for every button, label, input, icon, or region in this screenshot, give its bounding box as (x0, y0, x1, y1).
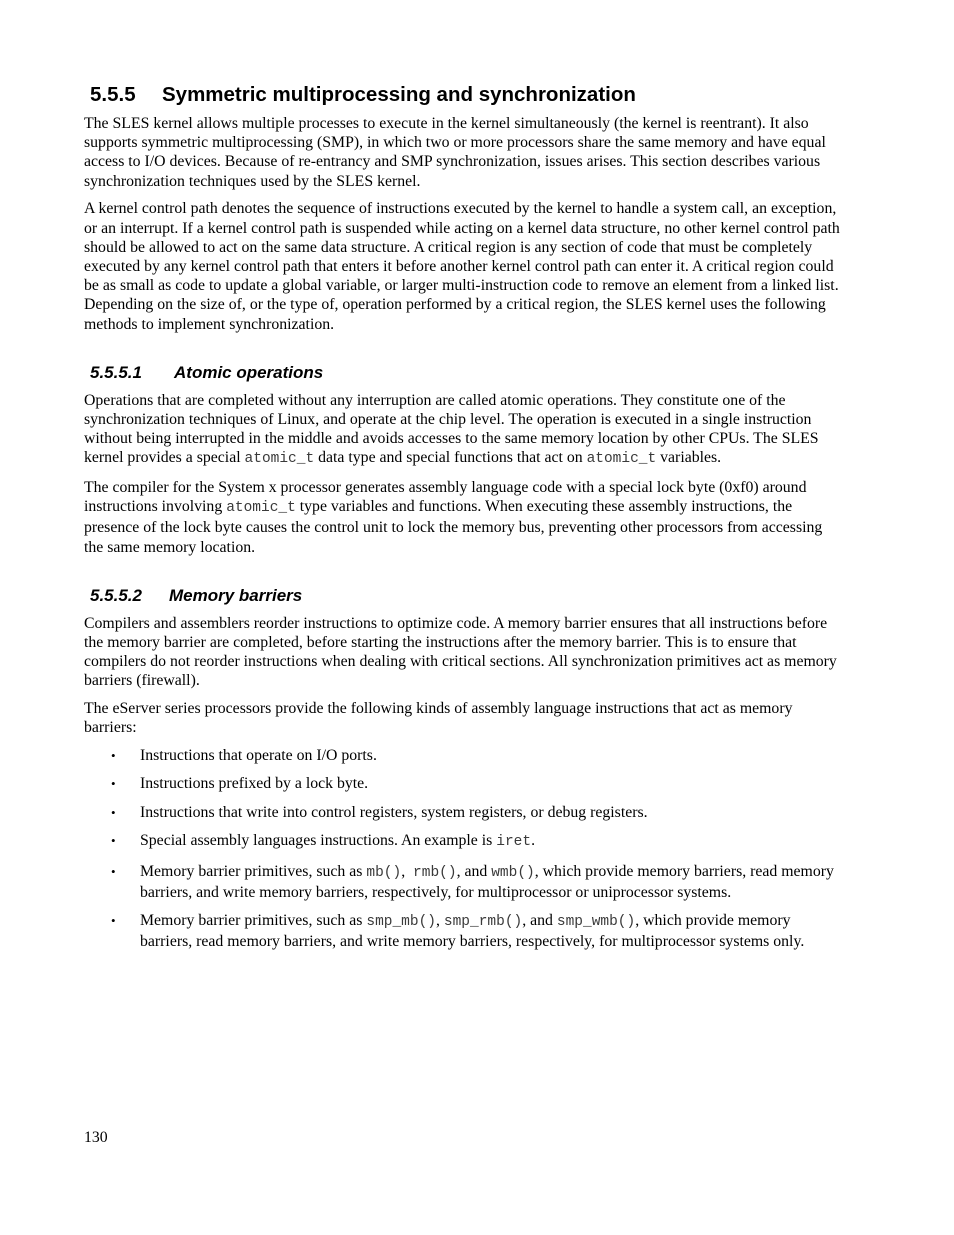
code-wmb: wmb() (491, 864, 535, 881)
bullet-icon: • (111, 804, 116, 820)
subsection-title: Memory barriers (169, 585, 303, 605)
code-atomic-t: atomic_t (226, 500, 296, 517)
code-mb: mb() (366, 864, 402, 881)
barriers-paragraph-2: The eServer series processors provide the following kinds of assembly language instructions that act as memory barriers: (84, 700, 793, 737)
bullet-icon: • (111, 748, 116, 764)
list-item: • Memory barrier primitives, such as smp_mb(), smp_rmb(), and smp_wmb(), which provide memory barriers, read memory barriers, and write memory barriers, respectively, for multiprocessor systems only. (111, 912, 805, 951)
bullet-icon: • (111, 863, 116, 879)
code-atomic-t: atomic_t (244, 451, 315, 468)
intro-paragraph-1: The SLES kernel allows multiple processes to execute in the kernel simultaneously (the kernel is reentrant). It also supports symmetric multiprocessing (SMP), in which two or more processors share the same memory and have equal access to I/O devices. Because of re-entrancy and SMP synchronization, issues arises. This section describes various synchronization techniques used by the SLES kernel. (84, 115, 826, 190)
list-item: • Special assembly languages instructions. An example is iret. (111, 832, 536, 851)
subsection-number: 5.5.5.2 (90, 585, 142, 605)
code-smp-wmb: smp_wmb() (556, 914, 636, 931)
section-title: Symmetric multiprocessing and synchronization (162, 83, 636, 106)
list-item: • Instructions that write into control registers, system registers, or debug registers. (111, 803, 648, 821)
section-number: 5.5.5 (90, 83, 136, 106)
atomic-paragraph-2: The compiler for the System x processor generates assembly language code with a special lock byte (0xf0) around instructions involving atomic_t type variables and functions. When executing these assembly instructions, the presence of the lock byte causes the control unit to lock the memory bus, preventing other processors from accessing the same memory location. (84, 479, 823, 556)
intro-paragraph-2: A kernel control path denotes the sequence of instructions executed by the kernel to handle a system call, an exception, or an interrupt. If a kernel control path is suspended while acting on a kernel data structure, no other kernel control path should be allowed to act on the same data structure. A critical region is any section of code that must be completely executed by any kernel control path that enters it before another kernel control path can enter it. A critical region could be as small as code to update a global variable, or larger multi-instruction code to remove an element from a linked list. Depending on the size of, or the type of, operation performed by a critical region, the SLES kernel uses the following methods to implement synchronization. (84, 200, 840, 333)
code-smp-rmb: smp_rmb() (443, 914, 523, 931)
bullet-icon: • (111, 913, 116, 929)
code-atomic-t: atomic_t (586, 451, 657, 468)
subsection-number: 5.5.5.1 (90, 362, 142, 382)
document-page (84, 82, 840, 961)
bullet-icon: • (111, 833, 116, 849)
memory-barriers-heading (90, 585, 840, 607)
barrier-instructions-list (84, 746, 840, 952)
list-item: • Memory barrier primitives, such as mb(), rmb(), and wmb(), which provide memory barriers, read memory barriers, and write memory barriers, respectively, for multiprocessor or uniprocessor systems. (111, 862, 834, 901)
list-item: • Instructions that operate on I/O ports. (111, 747, 377, 765)
code-rmb: rmb() (413, 864, 457, 881)
code-iret: iret (496, 834, 532, 851)
code-smp-mb: smp_mb() (366, 914, 436, 931)
list-item: • Instructions prefixed by a lock byte. (111, 775, 369, 793)
page-number: 130 (84, 1129, 108, 1146)
atomic-operations-heading (90, 362, 840, 384)
bullet-icon: • (111, 776, 116, 792)
section-heading (90, 82, 840, 108)
atomic-paragraph-1: Operations that are completed without any interruption are called atomic operations. They constitute one of the synchronization techniques of Linux, and operate at the chip level. The operation is executed in a single instruction without being interrupted in the middle and avoids accesses to the same memory location by other CPUs. The SLES kernel provides a special atomic_t data type and special functions that act on atomic_t variables. (84, 391, 819, 468)
barriers-paragraph-1: Compilers and assemblers reorder instructions to optimize code. A memory barrier ensures that all instructions before the memory barrier are completed, before starting the instructions after the memory barrier. This is to ensure that compilers do not reorder instructions when dealing with critical sections. All synchronization primitives act as memory barriers (firewall). (84, 614, 837, 690)
subsection-title: Atomic operations (174, 362, 324, 382)
